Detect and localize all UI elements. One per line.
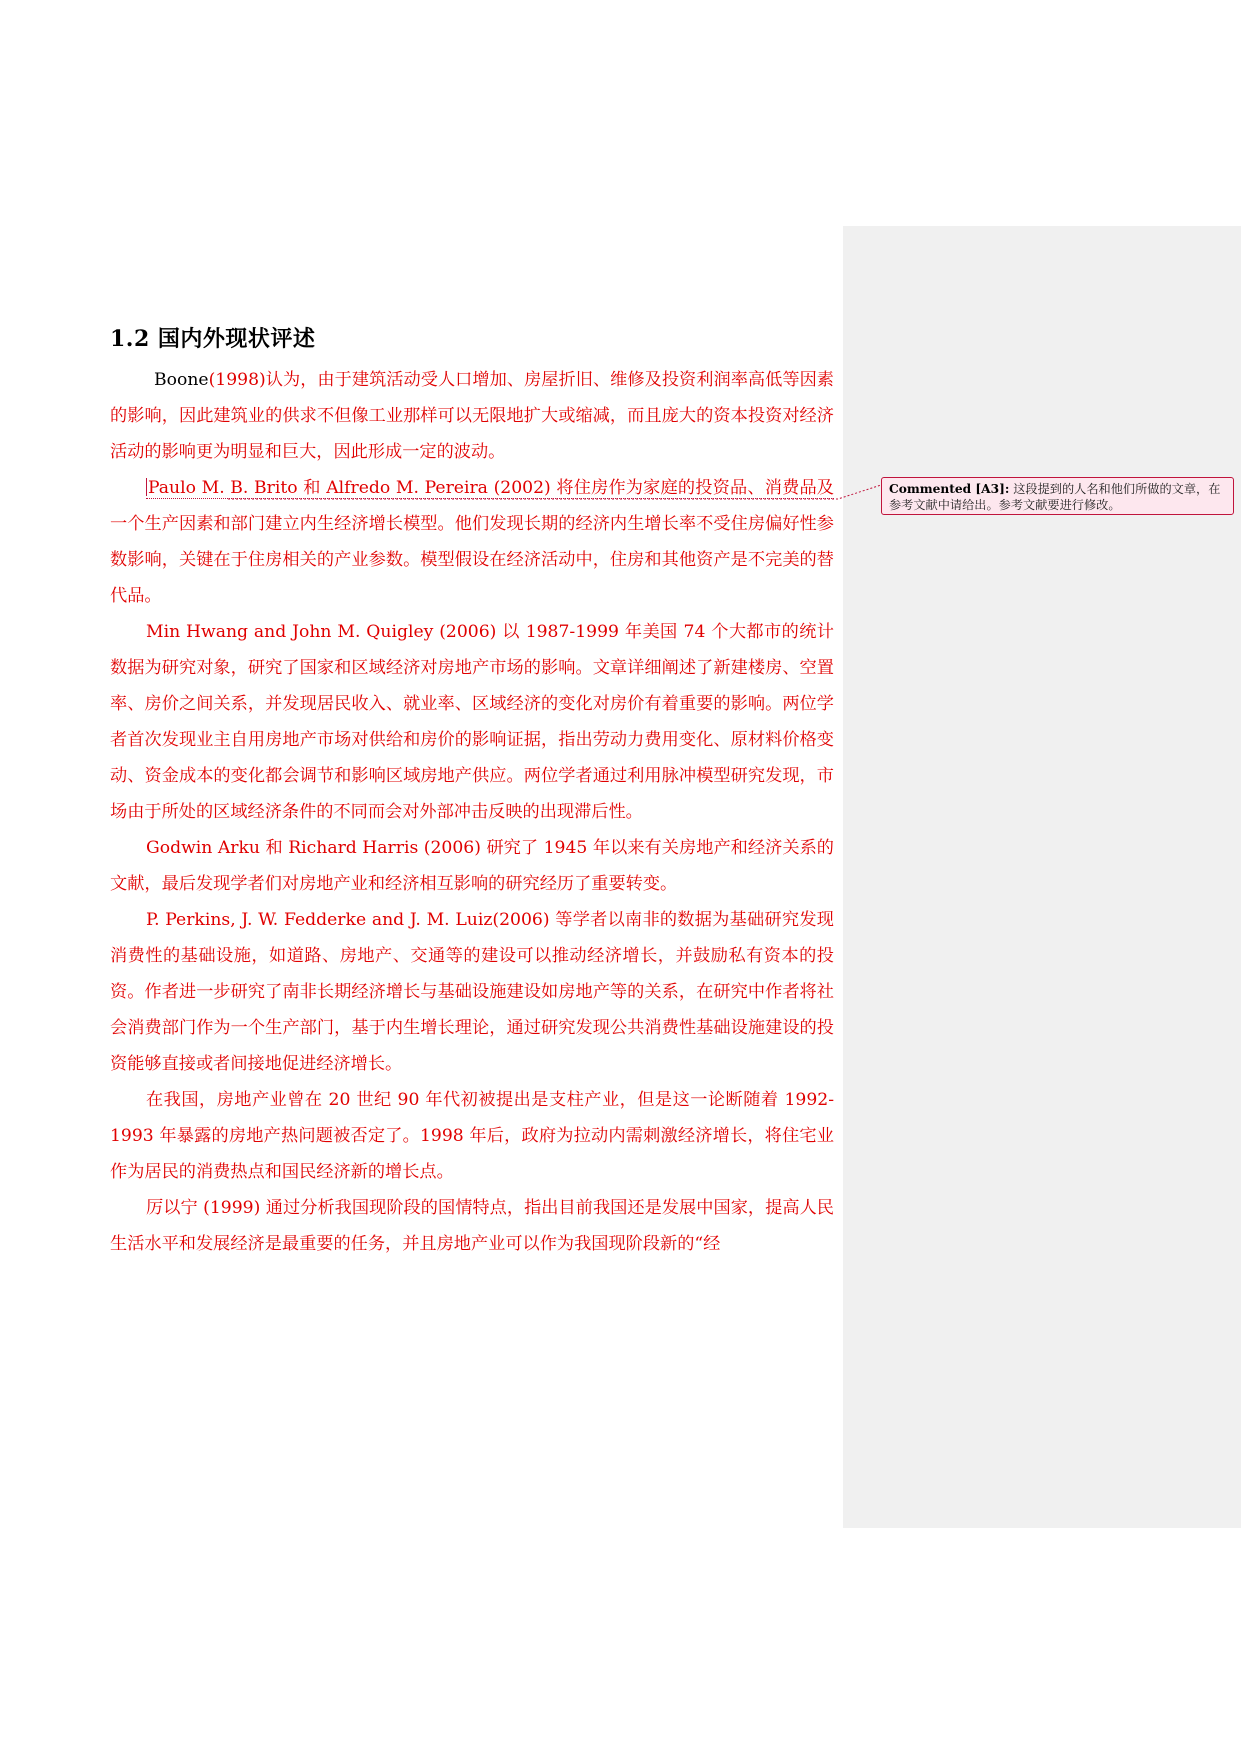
comment-label: Commented [A3]:	[889, 482, 1010, 496]
comment-pane	[843, 226, 1241, 1528]
author-name: Boone	[154, 370, 209, 390]
document-body[interactable]	[110, 362, 834, 1262]
paragraph-perkins: P. Perkins, J. W. Fedderke and J. M. Luiz(2006) 等学者以南非的数据为基础研究发现消费性的基础设施，如道路、房地产、交通等的建设可以推动经济增长，并鼓励私有资本的投资。作者进一步研究了南非长期经济增长与基础设施建设如房地产等的关系，在研究中作者将社会消费部门作为一个生产部门，基于内生增长理论，通过研究发现公共消费性基础设施建设的投资能够直接或者间接地促进经济增长。	[110, 910, 834, 1074]
paragraph-li: 厉以宁 (1999) 通过分析我国现阶段的国情特点，指出目前我国还是发展中国家，提高人民生活水平和发展经济是最重要的任务，并且房地产业可以作为我国现阶段新的“经	[110, 1198, 834, 1254]
paragraph-text: 一个生产因素和部门建立内生经济增长模型。他们发现长期的经济内生增长率不受住房偏好性参数影响，关键在于住房相关的产业参数。模型假设在经济活动中，住房和其他资产是不完美的替代品。	[110, 514, 834, 606]
paragraph-boone	[110, 362, 834, 470]
comment-text: 这段提到的人名和他们所做的文章，在参考文献中请给出。参考文献要进行修改。	[889, 482, 1221, 512]
paragraph-brito	[110, 470, 834, 614]
comment-anchor-text[interactable]	[146, 478, 834, 499]
section-heading: 1.2 国内外现状评述	[110, 326, 316, 352]
text-cursor	[146, 478, 147, 496]
paragraph-hwang: Min Hwang and John M. Quigley (2006) 以 1987-1999 年美国 74 个大都市的统计数据为研究对象，研究了国家和区域经济对房地产市场的影响。文章详细阐述了新建楼房、空置率、房价之间关系，并发现居民收入、就业率、区域经济的变化对房价有着重要的影响。两位学者首次发现业主自用房地产市场对供给和房价的影响证据，指出劳动力费用变化、原材料价格变动、资金成本的变化都会调节和影响区域房地产供应。两位学者通过利用脉冲模型研究发现，市场由于所处的区域经济条件的不同而会对外部冲击反映的出现滞后性。	[110, 622, 834, 822]
paragraph-arku: Godwin Arku 和 Richard Harris (2006) 研究了 1945 年以来有关房地产和经济关系的文献，最后发现学者们对房地产业和经济相互影响的研究经历了重要转变。	[110, 838, 834, 894]
paragraph-china: 在我国，房地产业曾在 20 世纪 90 年代初被提出是支柱产业，但是这一论断随着 1992-1993 年暴露的房地产热问题被否定了。1998 年后，政府为拉动内需刺激经济增长，将住宅业作为居民的消费热点和国民经济新的增长点。	[110, 1090, 834, 1182]
paragraph-text: (1998)认为，由于建筑活动受人口增加、房屋折旧、维修及投资利润率高低等因素的影响，因此建筑业的供求不但像工业那样可以无限地扩大或缩减，而且庞大的资本投资对经济活动的影响更为明显和巨大，因此形成一定的波动。	[110, 370, 834, 462]
comment-balloon[interactable]	[881, 477, 1234, 515]
anchor-text: Paulo M. B. Brito 和 Alfredo M. Pereira (2002) 将住房作为家庭的投资品、消费品及	[148, 478, 834, 498]
